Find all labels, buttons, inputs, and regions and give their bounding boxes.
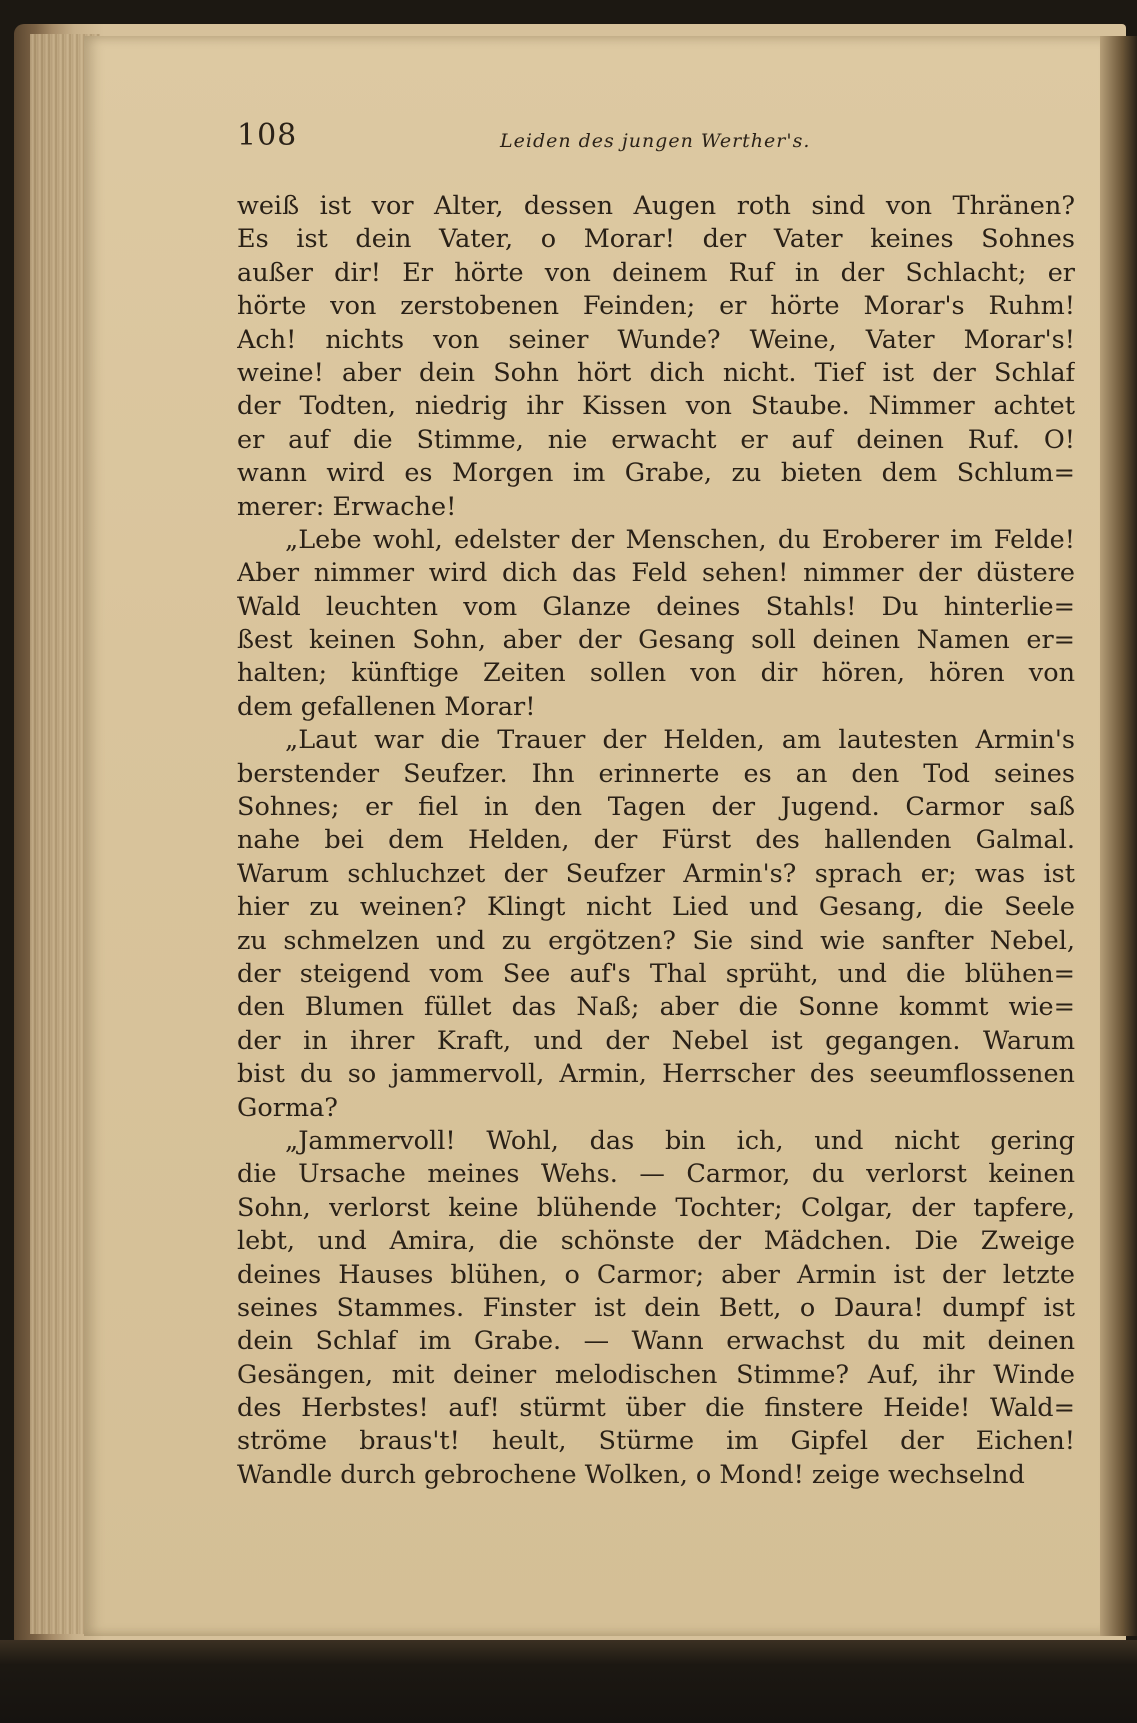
paragraph xyxy=(237,524,1075,724)
text-line: den Blumen füllet das Naß; aber die Sonne kommt wie= xyxy=(237,992,1075,1023)
text-line: „Jammervoll! Wohl, das bin ich, und nicht gering xyxy=(285,1125,1075,1156)
text-line: außer dir! Er hörte von deinem Ruf in der Schlacht; er xyxy=(237,257,1075,288)
text-line: weine! aber dein Sohn hört dich nicht. Tief ist der Schlaf xyxy=(237,357,1075,388)
text-line: zu schmelzen und zu ergötzen? Sie sind wie sanfter Nebel, xyxy=(237,925,1075,956)
paragraph xyxy=(237,190,1075,524)
text-line: der steigend vom See auf's Thal sprüht, und die blühen= xyxy=(237,958,1075,989)
text-line: „Lebe wohl, edelster der Menschen, du Eroberer im Felde! xyxy=(285,524,1075,555)
page-gutter-shadow xyxy=(1100,36,1137,1636)
text-line: nahe bei dem Helden, der Fürst des hallenden Galmal. xyxy=(237,825,1075,856)
text-line: der in ihrer Kraft, und der Nebel ist gegangen. Warum xyxy=(237,1025,1075,1056)
text-line: Warum schluchzet der Seufzer Armin's? sprach er; was ist xyxy=(237,858,1075,889)
text-line: wann wird es Morgen im Grabe, zu bieten dem Schlum= xyxy=(237,458,1075,489)
text-line: Wald leuchten vom Glanze deines Stahls! Du hinterlie= xyxy=(237,591,1075,622)
text-line: Gesängen, mit deiner melodischen Stimme? Auf, ihr Winde xyxy=(237,1359,1075,1390)
text-line: ströme braus't! heult, Stürme im Gipfel der Eichen! xyxy=(237,1426,1075,1457)
text-line: ßest keinen Sohn, aber der Gesang soll deinen Namen er= xyxy=(237,625,1075,656)
text-line: die Ursache meines Wehs. — Carmor, du verlorst keinen xyxy=(237,1159,1075,1190)
text-line: dein Schlaf im Grabe. — Wann erwachst du mit deinen xyxy=(237,1326,1075,1357)
text-line: Gorma? xyxy=(237,1092,338,1123)
text-line: Es ist dein Vater, o Morar! der Vater keines Sohnes xyxy=(237,224,1075,255)
text-line: seines Stammes. Finster ist dein Bett, o Daura! dumpf ist xyxy=(237,1292,1075,1323)
running-head: Leiden des jungen Werther's. xyxy=(500,130,811,152)
text-line: bist du so jammervoll, Armin, Herrscher des seeumflossenen xyxy=(237,1059,1075,1090)
text-line: der Todten, niedrig ihr Kissen von Staube. Nimmer achtet xyxy=(237,391,1075,422)
paragraph xyxy=(237,1125,1075,1492)
page-header xyxy=(237,118,1077,168)
text-line: dem gefallenen Morar! xyxy=(237,691,536,722)
text-line: Ach! nichts von seiner Wunde? Weine, Vater Morar's! xyxy=(237,324,1075,355)
text-line: halten; künftige Zeiten sollen von dir hören, hören von xyxy=(237,658,1075,689)
text-line: Sohn, verlorst keine blühende Tochter; Colgar, der tapfere, xyxy=(237,1192,1075,1223)
text-line: merer: Erwache! xyxy=(237,491,457,522)
text-line: weiß ist vor Alter, dessen Augen roth sind von Thränen? xyxy=(237,191,1075,221)
text-line: des Herbstes! auf! stürmt über die finstere Heide! Wald= xyxy=(237,1393,1075,1424)
text-line: „Laut war die Trauer der Helden, am lautesten Armin's xyxy=(285,725,1075,756)
text-line: deines Hauses blühen, o Carmor; aber Armin ist der letzte xyxy=(237,1259,1075,1290)
text-line: hier zu weinen? Klingt nicht Lied und Gesang, die Seele xyxy=(237,892,1075,923)
scan-background xyxy=(0,1640,1137,1723)
text-line: Aber nimmer wird dich das Feld sehen! nimmer der düstere xyxy=(237,558,1075,589)
text-line: hörte von zerstobenen Feinden; er hörte Morar's Ruhm! xyxy=(237,291,1075,322)
body-text xyxy=(237,190,1075,1492)
text-line: er auf die Stimme, nie erwacht er auf deinen Ruf. O! xyxy=(237,424,1075,455)
text-line: berstender Seufzer. Ihn erinnerte es an den Tod seines xyxy=(237,758,1075,789)
text-line: lebt, und Amira, die schönste der Mädchen. Die Zweige xyxy=(237,1226,1075,1257)
text-line: Sohnes; er fiel in den Tagen der Jugend. Carmor saß xyxy=(237,792,1075,823)
text-line: Wandle durch gebrochene Wolken, o Mond! zeige wechselnd xyxy=(237,1459,1025,1490)
paragraph xyxy=(237,724,1075,1125)
page-number: 108 xyxy=(237,118,298,153)
